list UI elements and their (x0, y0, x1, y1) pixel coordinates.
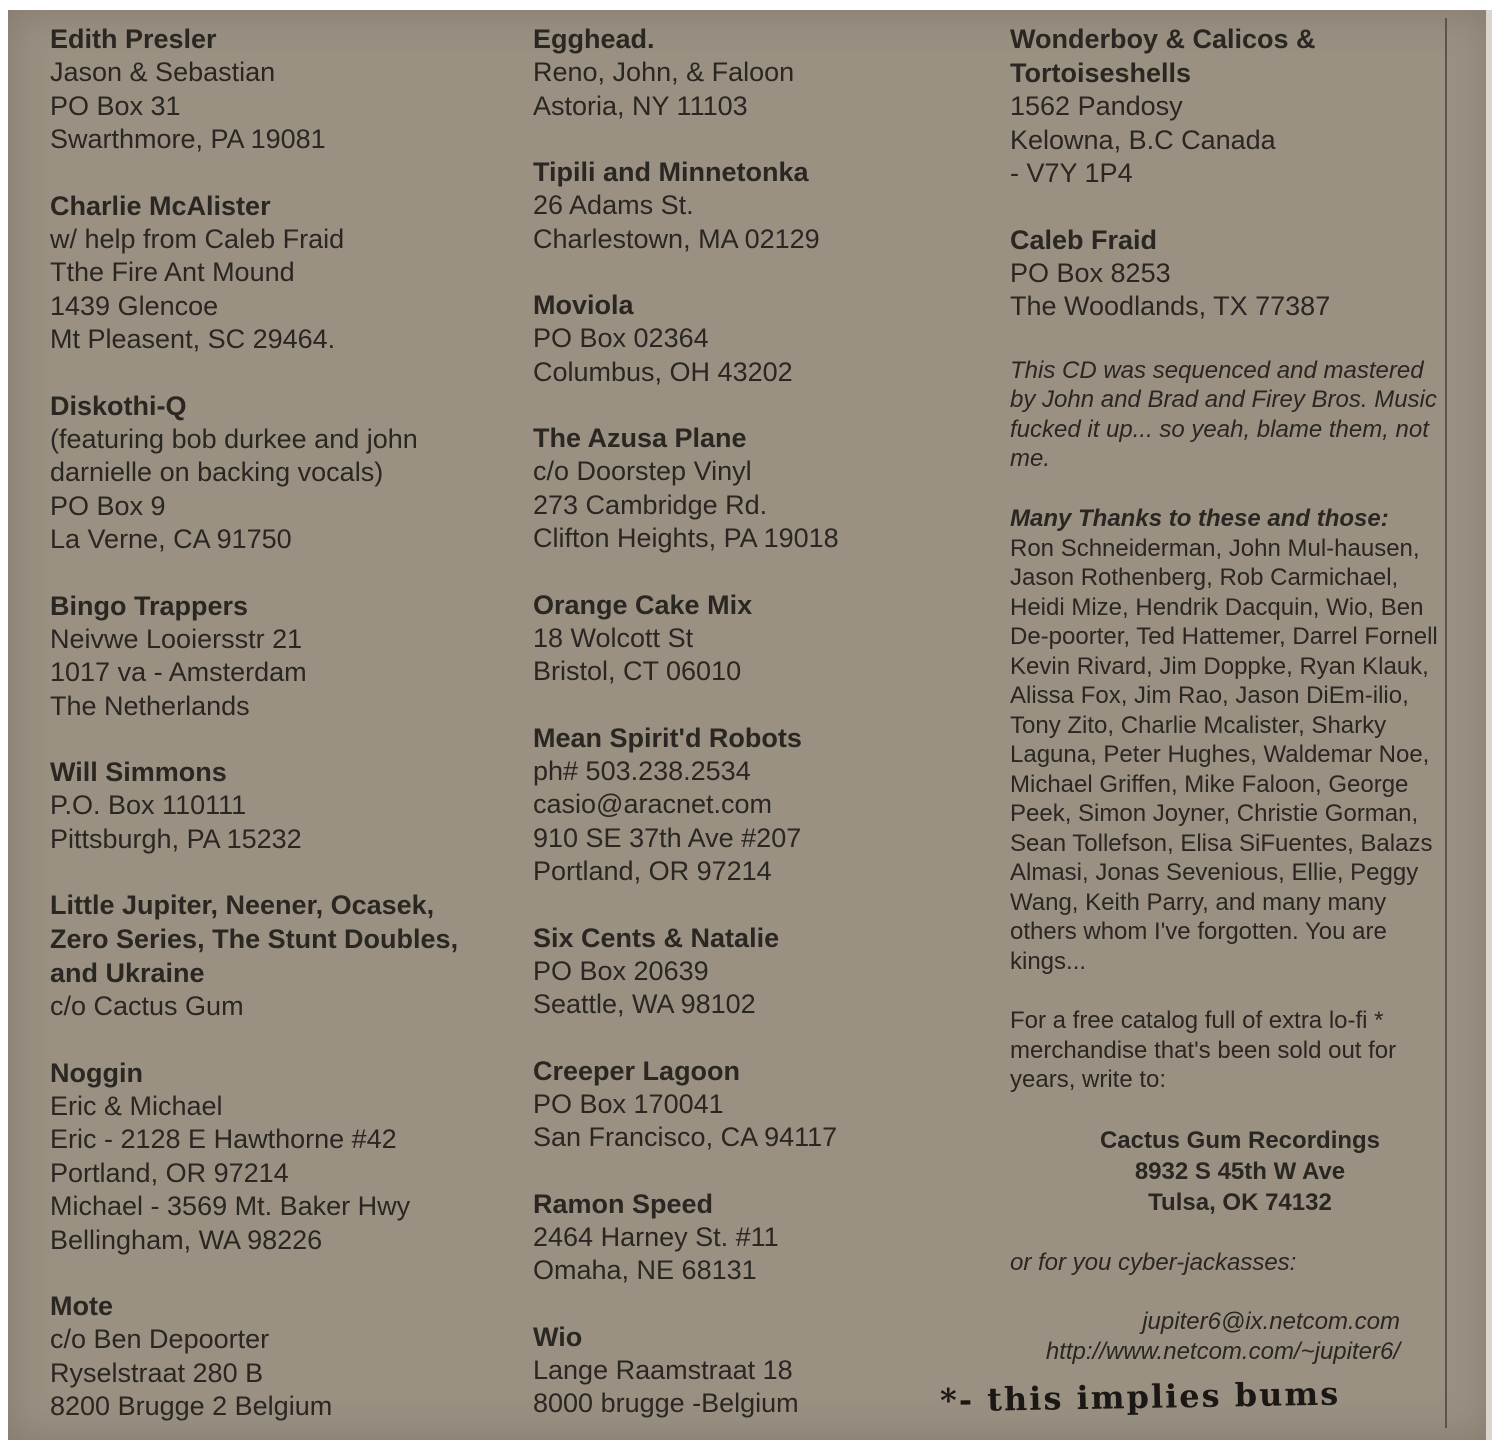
label-line: Cactus Gum Recordings (1099, 1126, 1381, 1154)
email-link[interactable]: jupiter6@ix.netcom.com (1142, 1308, 1400, 1335)
address-entry (533, 421, 953, 556)
thanks-line: Michael Griffen, Mike Faloon, George (1010, 770, 1409, 798)
catalog-line: For a free catalog full of extra lo-fi * (1010, 1007, 1384, 1034)
website-link[interactable]: http://www.netcom.com/~jupiter6/ (1045, 1337, 1400, 1365)
entry-line: 26 Adams St. (533, 190, 694, 220)
entry-name: Will Simmons (50, 757, 227, 787)
entry-line: P.O. Box 110111 (50, 790, 247, 820)
address-entry (50, 589, 500, 724)
address-entry (50, 389, 500, 557)
entry-line: Charlestown, MA 02129 (533, 223, 820, 254)
label-line: Tulsa, OK 74132 (1148, 1188, 1332, 1216)
entry-line: Tthe Fire Ant Mound (50, 257, 295, 287)
note-line: by John and Brad and Firey Bros. Music (1010, 386, 1437, 413)
cyber-line: or for you cyber-jackasses: (1010, 1248, 1297, 1276)
entry-line: Columbus, OH 43202 (533, 356, 793, 387)
entry-line: c/o Cactus Gum (50, 991, 244, 1021)
entry-line: Clifton Heights, PA 19018 (533, 523, 839, 553)
entry-name: Orange Cake Mix (533, 589, 753, 620)
entry-line: (featuring bob durkee and john (50, 423, 418, 454)
entry-line: Eric & Michael (50, 1090, 223, 1121)
address-entry (50, 1056, 500, 1258)
sheet-edge (1486, 10, 1492, 1440)
address-entry (1010, 223, 1470, 324)
catalog-note (1010, 1006, 1470, 1095)
entry-line: Portland, OR 97214 (533, 856, 772, 886)
entry-line: Neivwe Looiersstr 21 (50, 623, 303, 654)
address-entry (533, 22, 953, 123)
thanks-line: Heidi Mize, Hendrik Dacquin, Wio, Ben (1010, 593, 1424, 621)
entry-name: Egghead. (533, 24, 655, 54)
entry-line: The Netherlands (50, 690, 250, 721)
entry-name: Wio (533, 1321, 583, 1352)
entry-line: 18 Wolcott St (533, 622, 694, 653)
entry-line: Astoria, NY 11103 (533, 90, 748, 121)
entry-line: San Francisco, CA 94117 (533, 1122, 838, 1152)
entry-name: Tipili and Minnetonka (533, 157, 809, 187)
entry-line: PO Box 170041 (533, 1088, 724, 1119)
handwritten-note: *- this implies bums (939, 1374, 1341, 1420)
address-entry (533, 155, 953, 256)
thanks-section (1010, 504, 1470, 977)
entry-line: PO Box 02364 (533, 323, 709, 353)
entry-line: darnielle on backing vocals) (50, 457, 384, 487)
note-line: me. (1010, 445, 1051, 472)
entry-line: Swarthmore, PA 19081 (50, 124, 326, 154)
address-entry (50, 755, 500, 856)
address-entry (533, 1320, 953, 1421)
entry-name: Mean Spirit'd Robots (533, 722, 802, 753)
entry-line: Michael - 3569 Mt. Baker Hwy (50, 1191, 411, 1221)
entry-line: Ryselstraat 280 B (50, 1357, 264, 1388)
label-address (1010, 1125, 1470, 1218)
thanks-line: Peek, Simon Joyner, Christie Gorman, (1010, 800, 1419, 827)
thanks-line: Sean Tollefson, Elisa SiFuentes, Balazs (1010, 829, 1433, 857)
entry-line: Lange Raamstraat 18 (533, 1354, 793, 1385)
entry-name: Bingo Trappers (50, 590, 249, 621)
entry-line: Mt Pleasent, SC 29464. (50, 324, 336, 354)
entry-line: Bellingham, WA 98226 (50, 1224, 323, 1255)
entry-line: PO Box 9 (50, 490, 166, 521)
thanks-line: Wang, Keith Parry, and many many (1010, 888, 1387, 916)
entry-line: PO Box 31 (50, 90, 181, 121)
address-entry (533, 1054, 953, 1155)
entry-name: Ramon Speed (533, 1188, 714, 1219)
entry-name: Creeper Lagoon (533, 1055, 741, 1086)
entry-line: w/ help from Caleb Fraid (50, 223, 345, 254)
entry-line: 273 Cambridge Rd. (533, 489, 768, 520)
entry-line: 8000 brugge -Belgium (533, 1388, 799, 1418)
mastering-note (1010, 356, 1470, 474)
thanks-line: Laguna, Peter Hughes, Waldemar Noe, (1010, 741, 1430, 768)
thanks-line: Alissa Fox, Jim Rao, Jason DiEm-ilio, (1010, 682, 1409, 709)
entry-name: Diskothi-Q (50, 390, 187, 421)
entry-name: Moviola (533, 290, 634, 320)
thanks-line: Ron Schneiderman, John Mul-hausen, (1010, 534, 1420, 562)
address-entry (533, 1187, 953, 1288)
catalog-line: merchandise that's been sold out for (1010, 1036, 1397, 1064)
entry-line: PO Box 20639 (533, 955, 709, 986)
thanks-line: Jason Rothenberg, Rob Carmichael, (1010, 564, 1399, 591)
entry-line: Omaha, NE 68131 (533, 1255, 757, 1285)
entry-line: 1562 Pandosy (1010, 91, 1183, 121)
address-entry (533, 288, 953, 389)
cyber-note (1010, 1248, 1470, 1278)
entry-line: 2464 Harney St. #11 (533, 1221, 779, 1252)
address-entry (533, 721, 953, 889)
address-entry (1010, 22, 1470, 191)
address-entry (50, 22, 500, 157)
address-entry (50, 1289, 500, 1424)
catalog-line: years, write to: (1010, 1066, 1167, 1093)
entry-line: casio@aracnet.com (533, 789, 773, 819)
entry-name: The Azusa Plane (533, 423, 747, 453)
entry-line: Jason & Sebastian (50, 57, 276, 87)
entry-line: PO Box 8253 (1010, 257, 1171, 288)
entry-name: Edith Presler (50, 24, 217, 54)
thanks-line: Tony Zito, Charlie Mcalister, Sharky (1010, 711, 1387, 739)
address-column-3 (1010, 22, 1470, 1366)
entry-name: Noggin (50, 1057, 143, 1088)
entry-name: Charlie McAlister (50, 190, 271, 221)
entry-line: Kelowna, B.C Canada (1010, 124, 1276, 155)
entry-line: 1017 va - Amsterdam (50, 657, 307, 687)
thanks-line: Almasi, Jonas Sevenious, Ellie, Peggy (1010, 859, 1419, 886)
thanks-line: De-poorter, Ted Hattemer, Darrel Fornell (1010, 623, 1438, 650)
entry-line: La Verne, CA 91750 (50, 524, 292, 554)
entry-name: Wonderboy & Calicos & Tortoiseshells (1010, 24, 1316, 88)
address-column-2 (533, 22, 953, 1453)
note-line: This CD was sequenced and mastered (1010, 356, 1424, 384)
entry-name: Little Jupiter, Neener, Ocasek, Zero Series, The Stunt Doubles, and Ukraine (50, 890, 459, 988)
entry-name: Six Cents & Natalie (533, 922, 780, 953)
thanks-line: Kevin Rivard, Jim Doppke, Ryan Klauk, (1010, 652, 1429, 680)
entry-line: Portland, OR 97214 (50, 1157, 289, 1188)
entry-line: 1439 Glencoe (50, 290, 219, 321)
label-line: 8932 S 45th W Ave (1134, 1157, 1346, 1185)
entry-line: ph# 503.238.2534 (533, 755, 751, 786)
entry-line: Reno, John, & Faloon (533, 57, 795, 87)
contact-links (1010, 1307, 1470, 1366)
entry-line: 910 SE 37th Ave #207 (533, 822, 802, 853)
entry-name: Mote (50, 1291, 113, 1321)
address-entry (50, 189, 500, 357)
entry-line: Eric - 2128 E Hawthorne #42 (50, 1124, 397, 1154)
address-entry (533, 588, 953, 689)
entry-line: The Woodlands, TX 77387 (1010, 291, 1331, 321)
entry-line: Bristol, CT 06010 (533, 656, 742, 686)
entry-line: c/o Doorstep Vinyl (533, 456, 752, 486)
address-entry (50, 888, 500, 1024)
entry-line: c/o Ben Depoorter (50, 1324, 270, 1354)
entry-line: - V7Y 1P4 (1010, 158, 1133, 188)
entry-line: 8200 Brugge 2 Belgium (50, 1391, 333, 1421)
address-entry (533, 921, 953, 1022)
note-line: fucked it up... so yeah, blame them, not (1010, 415, 1429, 443)
entry-line: Seattle, WA 98102 (533, 989, 756, 1019)
entry-line: Pittsburgh, PA 15232 (50, 823, 302, 854)
entry-name: Caleb Fraid (1010, 224, 1158, 255)
address-column-1 (50, 22, 500, 1456)
thanks-line: others whom I've forgotten. You are (1010, 918, 1387, 945)
thanks-heading: Many Thanks to these and those: (1010, 504, 1389, 532)
thanks-line: kings... (1010, 947, 1087, 975)
